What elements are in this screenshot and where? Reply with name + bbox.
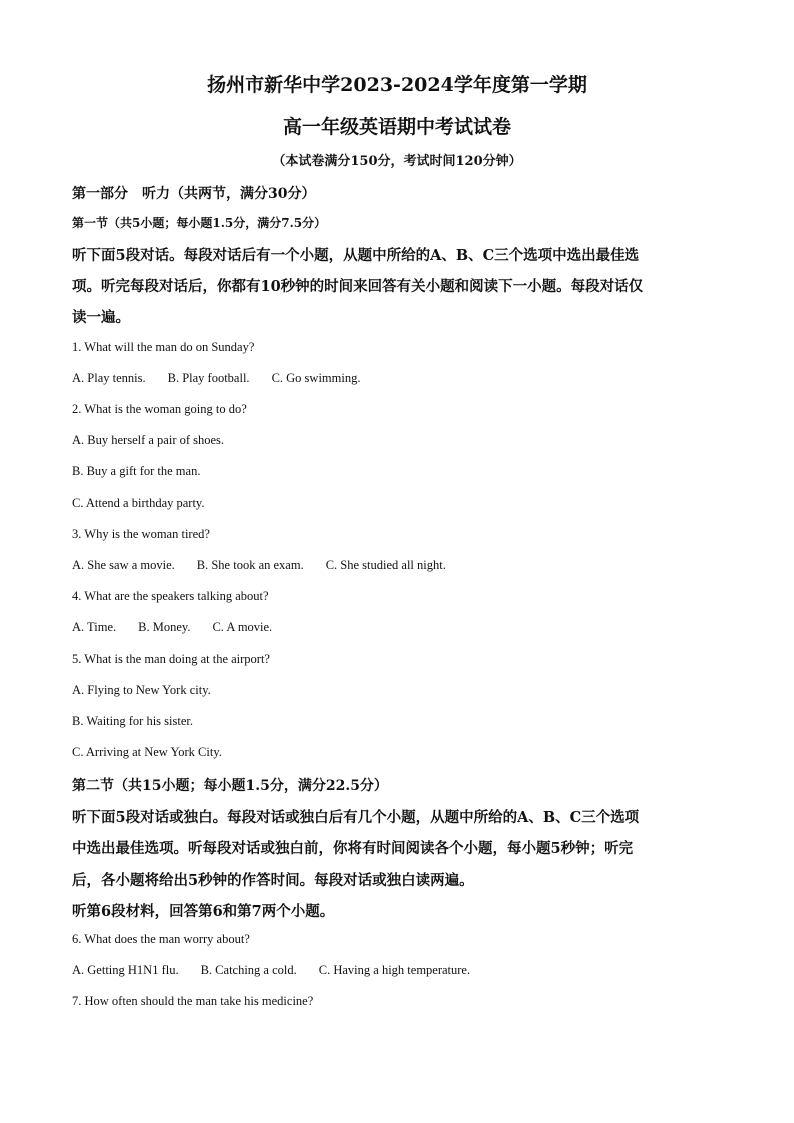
question-5: 5. What is the man doing at the airport? [72,652,270,666]
question-6-options [72,963,492,978]
option: A. Play tennis. [72,371,146,385]
option: A. Getting H1N1 flu. [72,963,179,977]
question-3: 3. Why is the woman tired? [72,527,210,541]
section1-heading: 第一节（共5小题；每小题1.5分，满分7.5分） [72,216,327,230]
option: C. Arriving at New York City. [72,745,222,759]
option: C. She studied all night. [325,558,446,572]
option: B. Money. [138,620,191,634]
instruction1-line: 听下面5段对话。每段对话后有一个小题，从题中所给的A、B、C三个选项中选出最佳选 [72,247,640,264]
material-6-heading: 听第6段材料，回答第6和第7两个小题。 [72,903,335,920]
instruction2-line: 后，各小题将给出5秒钟的作答时间。每段对话或独白读两遍。 [72,872,474,889]
question-1: 1. What will the man do on Sunday? [72,340,255,354]
section2-heading: 第二节（共15小题；每小题1.5分，满分22.5分） [72,778,388,794]
instruction1-line: 项。听完每段对话后，你都有10秒钟的时间来回答有关小题和阅读下一小题。每段对话仅 [72,278,644,295]
option: B. She took an exam. [196,558,304,572]
option: B. Play football. [167,371,250,385]
instruction1-line: 读一遍。 [72,309,130,326]
option: B. Buy a gift for the man. [72,464,201,478]
question-2: 2. What is the woman going to do? [72,402,247,416]
option: A. Buy herself a pair of shoes. [72,433,225,447]
option: C. A movie. [212,620,273,634]
question-4: 4. What are the speakers talking about? [72,589,269,603]
instruction2-line: 听下面5段对话或独白。每段对话或独白后有几个小题，从题中所给的A、B、C三个选项 [72,809,640,826]
question-1-options [72,371,382,386]
exam-title-line2: 高一年级英语期中考试试卷 [282,116,511,138]
question-6: 6. What does the man worry about? [72,932,250,946]
option: C. Go swimming. [271,371,361,385]
question-3-options [72,558,468,573]
question-7: 7. How often should the man take his medicine? [72,994,314,1008]
option: A. Flying to New York city. [72,683,211,697]
option: C. Having a high temperature. [318,963,471,977]
option: A. She saw a movie. [72,558,175,572]
option: C. Attend a birthday party. [72,496,205,510]
question-4-options [72,620,294,635]
instruction2-line: 中选出最佳选项。听每段对话或独白前，你将有时间阅读各个小题，每小题5秒钟；听完 [72,840,634,857]
option: A. Time. [72,620,117,634]
option: B. Catching a cold. [200,963,297,977]
exam-title-line1: 扬州市新华中学2023-2024学年度第一学期 [207,74,587,96]
option: B. Waiting for his sister. [72,714,193,728]
exam-subtitle: （本试卷满分150分，考试时间120分钟） [272,154,522,169]
part1-heading: 第一部分 听力（共两节，满分30分） [72,186,316,202]
